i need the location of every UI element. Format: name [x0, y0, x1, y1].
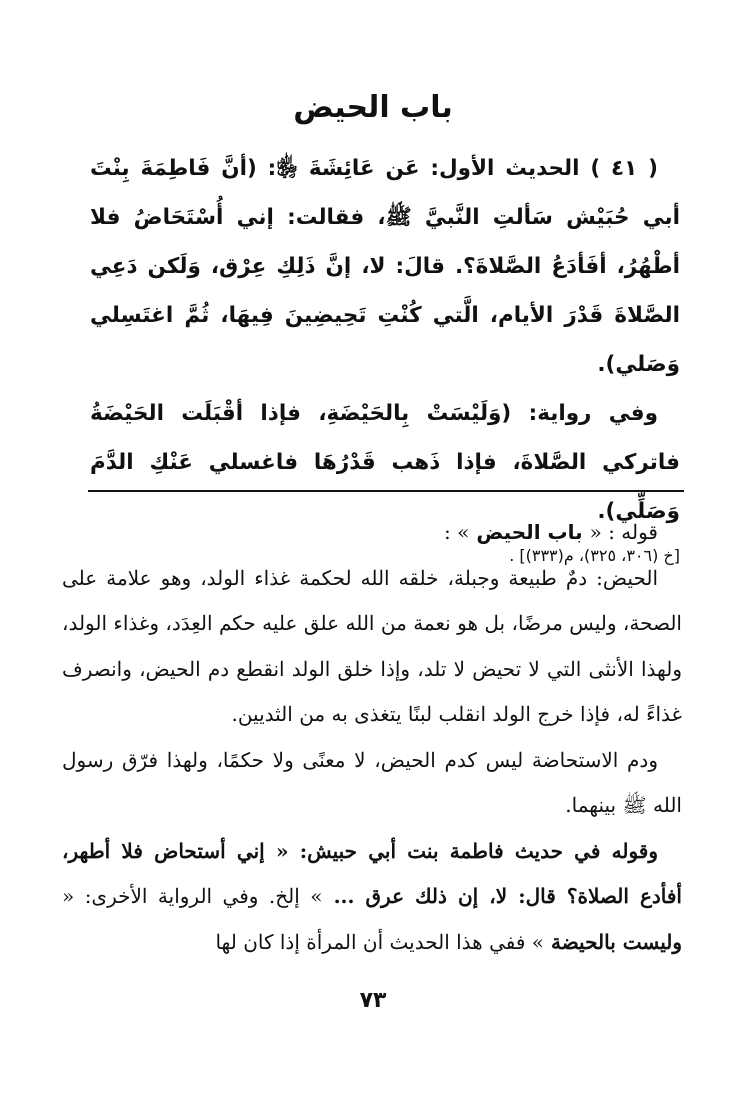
- p3-end: » ففي هذا الحديث أن المرأة إذا كان لها: [215, 929, 545, 954]
- heading-keyword: باب الحيض: [469, 520, 590, 544]
- p3-intro: وقوله في حديث فاطمة بنت أبي حبيش: «: [275, 838, 659, 863]
- p3-mid: » إلخ. وفي الرواية الأخرى: «: [62, 884, 323, 908]
- commentary-paragraph-1: الحيض: دمٌ طبيعة وجبلة، خلقه الله لحكمة غذاء الولد، وهو علامة على الصحة، وليس مرضًا، بل هو نعمة من الله علق عليه حكم العِدَد، وغذاء الولد، ولهذا الأنثى التي لا تحيض لا تلد، وإذا خلق الولد انقطع دم الحيض، وانصرف غذاءً له، فإذا خرج الولد انقلب لبنًا يتغذى به من الثديين.: [62, 565, 682, 726]
- heading-prefix: قوله : «: [589, 520, 658, 544]
- hadith-source-reference: [خ (٣٠٦، ٣٢٥)، م(٣٣٣)] .: [509, 546, 680, 565]
- hadith-variant-text: وفي رواية: (وَلَيْسَتْ بِالحَيْضَةِ، فإذا أقْبَلَت الحَيْضَةُ فاتركي الصَّلاةَ، فإذا ذَهب قَدْرُهَا فاغسلي عَنْكِ الدَّمَ وَصَلِّي).: [90, 401, 680, 524]
- page-number: ٧٣: [359, 988, 387, 1013]
- chapter-title: باب الحيض: [293, 90, 453, 125]
- heading-suffix: » :: [444, 520, 470, 544]
- hadith-text: ( ٤١ ) الحديث الأول: عَن عَائِشَةَ ﵂: (أنَّ فَاطِمَةَ بِنْتَ أبي حُبَيْش سَألتِ النَّبيَّ ﷺ، فقالت: إني أُسْتَحَاضُ فلا أطْهُرُ، أفَأدَعُ الصَّلاةَ؟. قالَ: لا، إنَّ ذَلِكِ عِرْق، وَلَكن دَعِي الصَّلاةَ قَدْرَ الأيام، الَّتي كُنْتِ تَحِيضِينَ فِيهَا، ثُمَّ اغتَسِلي وَصَلي).: [90, 156, 680, 377]
- commentary-heading: [62, 510, 682, 556]
- p3-quote-2: وليست بالحيضة: [544, 929, 682, 954]
- p3-quote-1: إني أستحاض فلا أطهر، أفأدع الصلاة؟ قال: لا، إن ذلك عرق ...: [62, 838, 682, 908]
- commentary-paragraph-2: ودم الاستحاضة ليس كدم الحيض، لا معنًى ولا حكمًا، ولهذا فرّق رسول الله ﷺ بينهما.: [62, 747, 682, 817]
- commentary-block: [62, 510, 682, 965]
- section-divider: [88, 490, 684, 492]
- commentary-paragraph-3: [62, 829, 682, 966]
